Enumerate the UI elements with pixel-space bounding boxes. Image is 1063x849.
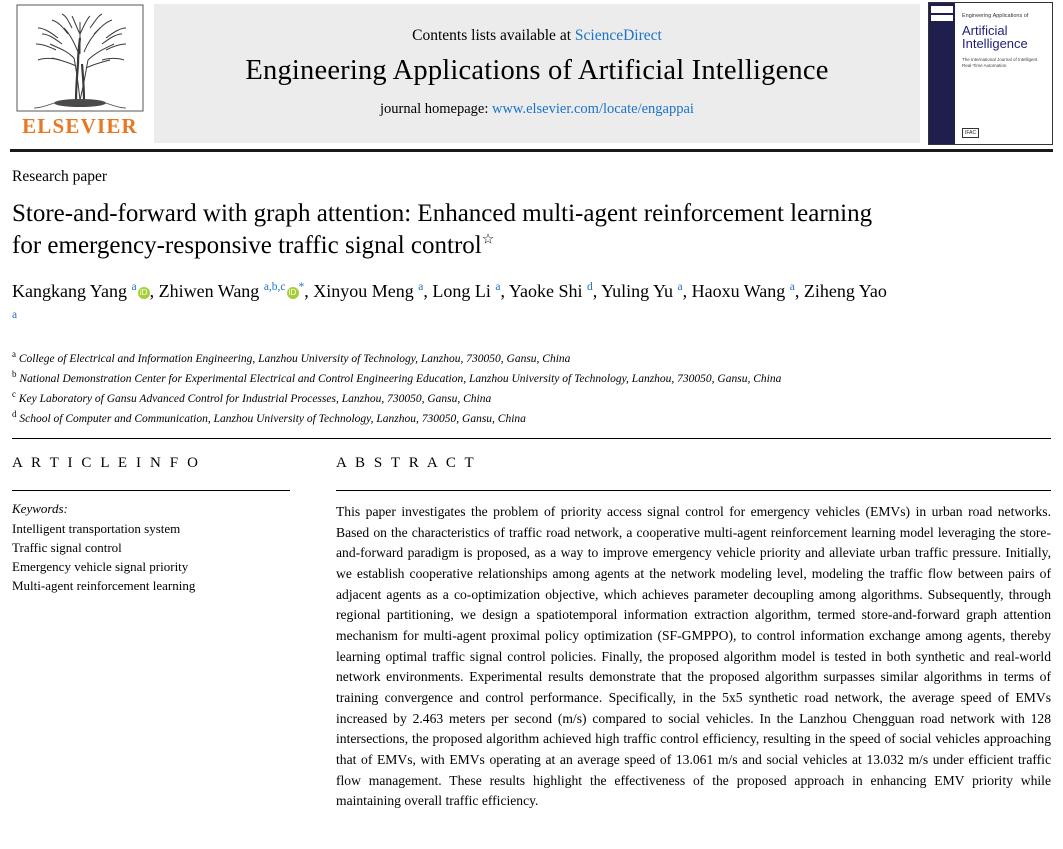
author-corresponding-marker: * <box>298 281 305 293</box>
author-affiliation-marks: d <box>587 281 593 293</box>
keyword-item: Emergency vehicle signal priority <box>12 558 189 574</box>
cover-spine-block-2 <box>931 15 953 22</box>
author-entry[interactable] <box>601 281 691 301</box>
author-name: Yuling Yu <box>601 281 673 301</box>
cover-title: Artificial Intelligence <box>962 22 1028 52</box>
author-affiliation-marks: a <box>495 281 501 293</box>
author-affiliation-marks: a <box>131 281 137 293</box>
keywords-label: Keywords: <box>12 501 68 517</box>
keyword-item: Traffic signal control <box>12 539 122 555</box>
affiliation-list <box>12 348 892 428</box>
cover-supertitle: Engineering Applications of <box>962 13 1029 19</box>
affiliation-item <box>12 408 892 428</box>
author-separator: , <box>304 281 314 301</box>
cover-subtitle: The International Journal of Intelligent Real-Time Automation <box>962 56 1038 68</box>
author-name: Haoxu Wang <box>691 281 786 301</box>
affiliation-text: College of Electrical and Information Engineering, Lanzhou University of Technology, Lanzhou, 730050, Gansu, China <box>18 352 571 365</box>
ifac-badge: IFAC <box>962 128 979 138</box>
contents-prefix: Contents lists available at <box>412 27 575 44</box>
page-title <box>12 198 882 262</box>
journal-title: Engineering Applications of Artificial Intelligence <box>245 55 829 86</box>
author-separator: , <box>423 281 433 301</box>
title-text: Store-and-forward with graph attention: Enhanced multi-agent reinforcement learning for emergency-responsive traffic signal control <box>12 200 873 259</box>
affiliation-item <box>12 388 892 408</box>
author-affiliation-marks: a <box>677 281 683 293</box>
abstract-heading: A B S T R A C T <box>336 455 477 472</box>
journal-homepage-line <box>380 101 694 118</box>
author-separator: , <box>682 281 692 301</box>
title-footnote-marker: ☆ <box>481 232 495 248</box>
contents-available-line <box>412 27 662 45</box>
affiliation-text: Key Laboratory of Gansu Advanced Control for Industrial Processes, Lanzhou, 730050, Gansu, China <box>18 392 492 405</box>
affiliation-text: School of Computer and Communication, Lanzhou University of Technology, Lanzhou, 730050, Gansu, China <box>19 412 526 425</box>
author-affiliation-marks: a,b,c <box>263 281 286 293</box>
affiliation-mark: c <box>12 388 16 399</box>
article-info-heading: A R T I C L E I N F O <box>12 455 201 472</box>
abstract-column <box>336 455 1051 812</box>
head-divider <box>12 438 1051 439</box>
author-entry[interactable] <box>159 281 314 301</box>
author-entry[interactable] <box>509 281 601 301</box>
author-entry[interactable] <box>313 281 432 301</box>
author-name: Xinyou Meng <box>313 281 414 301</box>
author-entry[interactable] <box>12 281 159 301</box>
journal-cover-thumbnail <box>928 2 1053 145</box>
cover-spine <box>929 3 955 144</box>
keyword-item: Multi-agent reinforcement learning <box>12 577 196 593</box>
affiliation-item <box>12 368 892 388</box>
affiliation-mark: a <box>12 348 16 359</box>
elsevier-logo <box>10 0 150 149</box>
article-info-column <box>12 455 290 812</box>
author-affiliation-marks: a <box>12 308 18 321</box>
cover-spine-block <box>931 6 953 13</box>
sciencedirect-link[interactable]: ScienceDirect <box>574 27 662 44</box>
author-name: Ziheng Yao <box>803 281 887 301</box>
author-name: Yaoke Shi <box>508 281 583 301</box>
author-list <box>12 278 892 334</box>
author-entry[interactable] <box>692 281 804 301</box>
affiliation-mark: b <box>12 368 17 379</box>
author-name: Long Li <box>432 281 491 301</box>
affiliation-text: National Demonstration Center for Experimental Electrical and Control Engineering Education, Lanzhou University of Technology, Lanzhou, 730050, Gansu, China <box>19 372 782 385</box>
article-info-abstract <box>10 455 1053 812</box>
author-separator: , <box>592 281 602 301</box>
author-entry[interactable] <box>432 281 508 301</box>
author-name: Zhiwen Wang <box>158 281 260 301</box>
elsevier-wordmark: ELSEVIER <box>22 114 138 138</box>
journal-homepage-link[interactable]: www.elsevier.com/locate/engappai <box>491 101 694 117</box>
abstract-divider <box>336 490 1051 491</box>
abstract-text: This paper investigates the problem of priority access signal control for emergency vehicles (EMVs) in urban road networks. Based on the characteristics of traffic road network, a cooperative multi-agent reinforcement learning model leveraging the store-and-forward paradigm is proposed, as a way to improve emergency vehicle priority and alleviate urban traffic pressure. Initially, we establish cooperative relationships among agents at the network modeling level, modeling the traffic flow between pairs of adjacent agents as a co-optimization objective, which achieves parameter decoupling among algorithms. Subsequently, through regional partitioning, we design a spatiotemporal information extraction algorithm, termed store-and-forward graph attention mechanism for multi-agent proximal policy optimization (SF-GMPPO), to control information exchange among agents, thereby learning optimal traffic signal control policies. Finally, the proposed algorithm model is tested in both synthetic and real-world network environments. Experimental results demonstrate that the proposed algorithm surpasses similar algorithms in terms of training convergence and control performance. Specifically, in the 5x5 synthetic road network, the average speed of EMVs increased by 2.463 meters per second (m/s) compared to social vehicles. In the Lanzhou Chengguan road network with 128 intersections, the proposed algorithm achieved high traffic control efficiency, resulting in the speed of social vehicles approaching that of EMVs, with EMVs operating at an average speed of 13.061 m/s and social vehicles at 13.032 m/s under efficient traffic flow management. These results highlight the effectiveness of the proposed approach in enhancing EMV priority while maintaining overall traffic efficiency. <box>336 504 1051 809</box>
journal-band <box>154 4 920 143</box>
author-affiliation-marks: a <box>789 281 795 293</box>
orcid-icon[interactable]: iD <box>287 287 299 299</box>
author-separator: , <box>149 281 159 301</box>
journal-masthead <box>10 0 1053 152</box>
author-name: Kangkang Yang <box>12 281 127 301</box>
elsevier-tree-icon <box>16 4 144 112</box>
author-affiliation-marks: a <box>418 281 424 293</box>
keyword-item: Intelligent transportation system <box>12 521 181 537</box>
affiliation-item <box>12 348 892 368</box>
keywords-list <box>12 520 290 595</box>
author-separator: , <box>794 281 804 301</box>
orcid-icon[interactable]: iD <box>138 287 150 299</box>
affiliation-mark: d <box>12 409 17 420</box>
cover-footer <box>962 128 1046 138</box>
article-type: Research paper <box>12 168 108 185</box>
keywords-divider <box>12 490 290 491</box>
homepage-prefix: journal homepage: <box>380 101 492 117</box>
author-separator: , <box>500 281 509 301</box>
cover-face <box>955 3 1052 144</box>
